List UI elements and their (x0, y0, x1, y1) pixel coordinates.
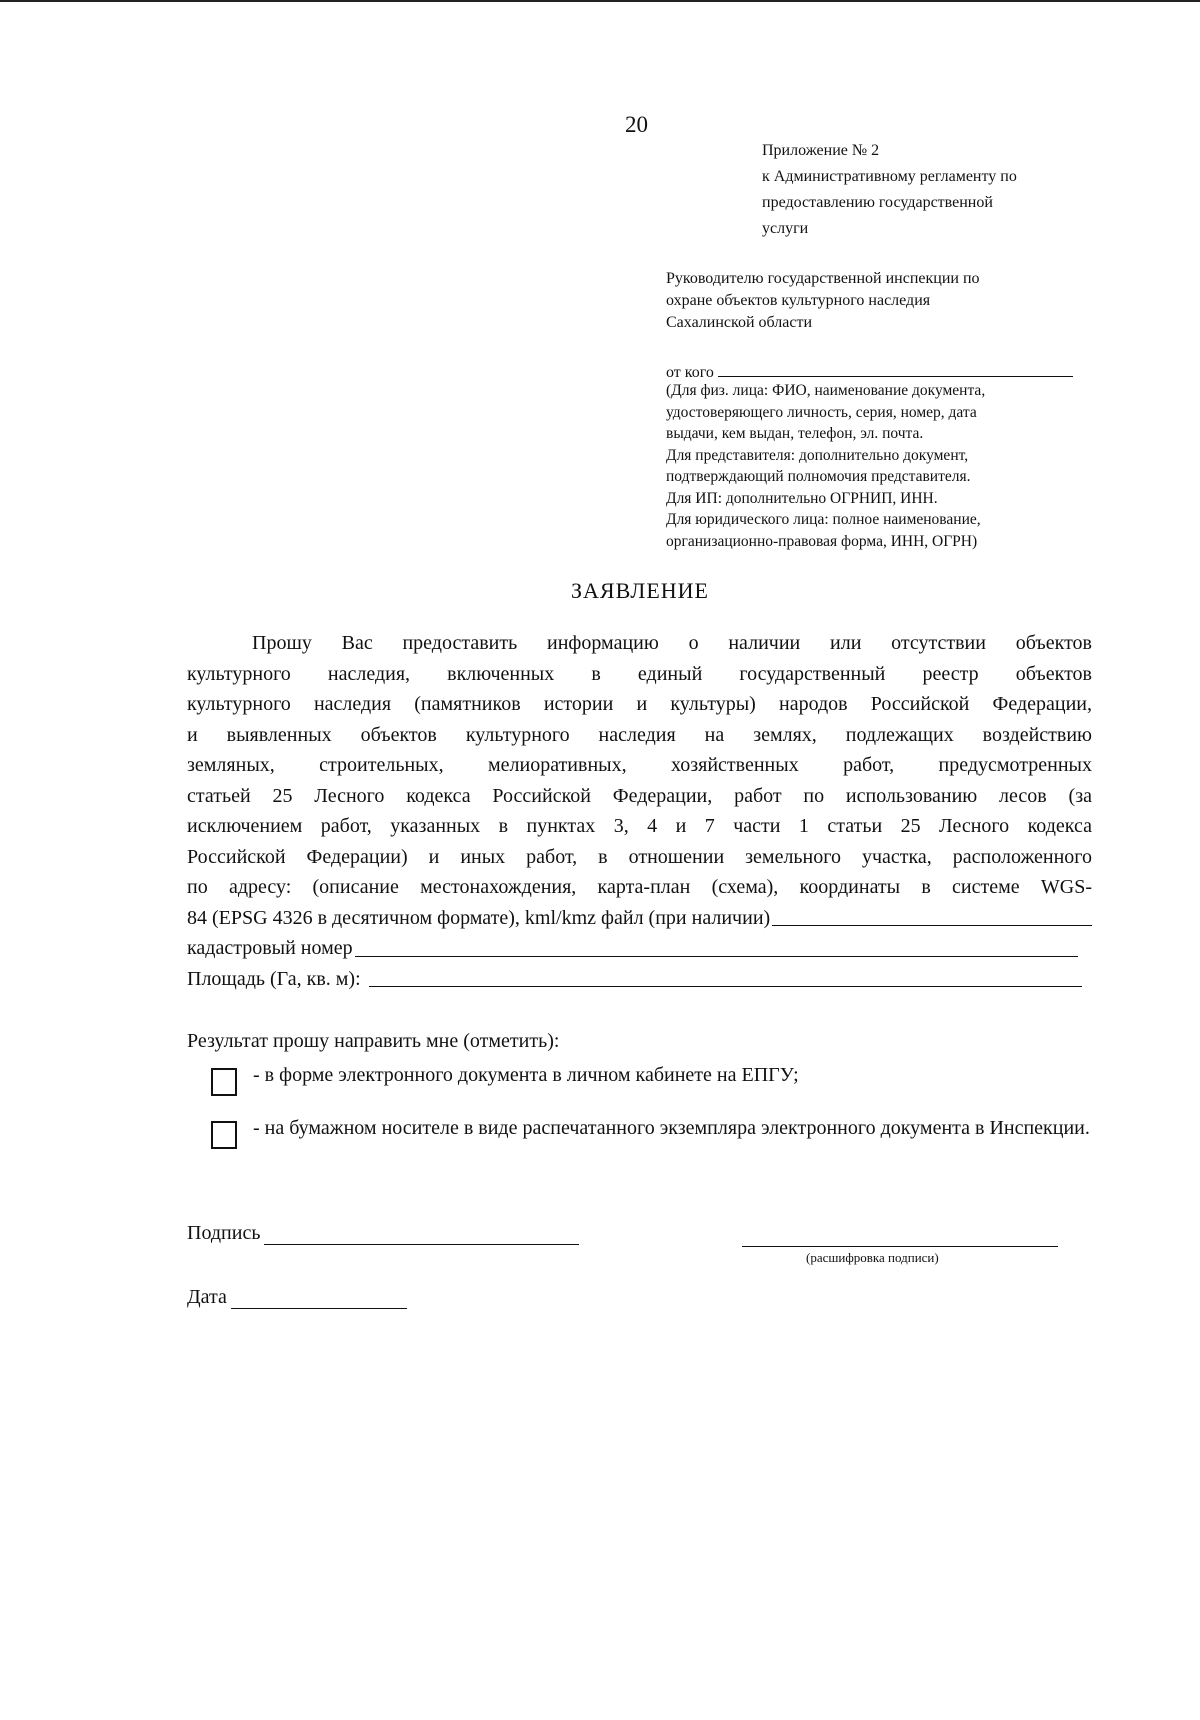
from-note-line: удостоверяющего личность, серия, номер, дата (666, 403, 977, 421)
cadastral-input-line[interactable] (355, 933, 1078, 957)
body-line: культурного наследия, включенных в единый государственный реестр объектов (187, 662, 1092, 685)
appendix-line: Приложение № 2 (762, 142, 880, 159)
from-note-line: подтверждающий полномочия представителя. (666, 468, 971, 485)
date-field (187, 1286, 407, 1309)
from-label: от кого (666, 364, 714, 381)
from-note-line: Для представителя: дополнительно документ, (666, 446, 969, 464)
from-note-line: Для ИП: дополнительно ОГРНИП, ИНН. (666, 489, 938, 507)
from-note-line: выдачи, кем выдан, телефон, эл. почта. (666, 425, 924, 442)
area-field (187, 964, 1092, 995)
option-paper-text: - на бумажном носителе в виде распечатанного экземпляра электронного документа в Инспекции. (253, 1117, 1090, 1139)
body-line: земляных, строительных, мелиоративных, хозяйственных работ, предусмотренных (187, 754, 1092, 776)
file-field (187, 903, 1092, 934)
date-label: Дата (187, 1286, 227, 1308)
page-number: 20 (625, 112, 648, 137)
document-title: ЗАЯВЛЕНИЕ (571, 578, 709, 603)
from-note-line: (Для физ. лица: ФИО, наименование документа, (666, 382, 986, 399)
recipient-line: Сахалинской области (666, 314, 813, 331)
appendix-line: к Административному регламенту по (762, 168, 1017, 185)
body-line: и выявленных объектов культурного наследия на землях, подлежащих воздействию (187, 723, 1092, 746)
signature-decode-line[interactable] (742, 1246, 1058, 1247)
date-input-line[interactable] (231, 1288, 407, 1309)
signature-decode-caption: (расшифровка подписи) (806, 1250, 939, 1265)
body-line: исключением работ, указанных в пунктах 3, 4 и 7 части 1 статьи 25 Лесного кодекса (187, 815, 1092, 837)
from-note (666, 380, 1086, 552)
cadastral-label: кадастровый номер (187, 937, 353, 959)
from-note-line: организационно-правовая форма, ИНН, ОГРН) (666, 532, 978, 550)
area-input-line[interactable] (369, 964, 1082, 988)
recipient-line: Руководителю государственной инспекции по (666, 270, 980, 287)
cadastral-field (187, 933, 1092, 964)
recipient-block (666, 268, 1086, 334)
application-body (187, 628, 1092, 994)
appendix-header (762, 138, 1092, 242)
appendix-line: предоставлению государственной (762, 194, 993, 211)
appendix-line: услуги (762, 220, 809, 237)
option-epgu-text: - в форме электронного документа в личном кабинете на ЕПГУ; (253, 1064, 799, 1086)
top-edge-rule (0, 0, 1200, 2)
body-line: по адресу: (описание местонахождения, карта-план (схема), координаты в системе WGS- (187, 876, 1092, 898)
checkbox-paper[interactable] (211, 1121, 237, 1149)
signature-input-line[interactable] (264, 1224, 579, 1245)
result-label: Результат прошу направить мне (отметить): (187, 1030, 560, 1052)
file-input-line[interactable] (772, 903, 1092, 927)
recipient-line: охране объектов культурного наследия (666, 292, 931, 309)
from-input-line[interactable] (718, 358, 1073, 377)
body-line: Российской Федерации) и иных работ, в отношении земельного участка, расположенного (187, 845, 1092, 868)
checkbox-epgu[interactable] (211, 1068, 237, 1096)
area-label: Площадь (Га, кв. м): (187, 967, 361, 990)
from-note-line: Для юридического лица: полное наименование, (666, 511, 981, 528)
signature-label: Подпись (187, 1222, 261, 1244)
body-line: культурного наследия (памятников истории и культуры) народов Российской Федерации, (187, 693, 1092, 715)
file-label: 84 (EPSG 4326 в десятичном формате), kml/kmz файл (при наличии) (187, 906, 771, 929)
body-line: Прошу Вас предоставить информацию о наличии или отсутствии объектов (252, 632, 1092, 654)
body-line: статьей 25 Лесного кодекса Российской Федерации, работ по использованию лесов (за (187, 784, 1092, 807)
signature-field (187, 1222, 579, 1245)
